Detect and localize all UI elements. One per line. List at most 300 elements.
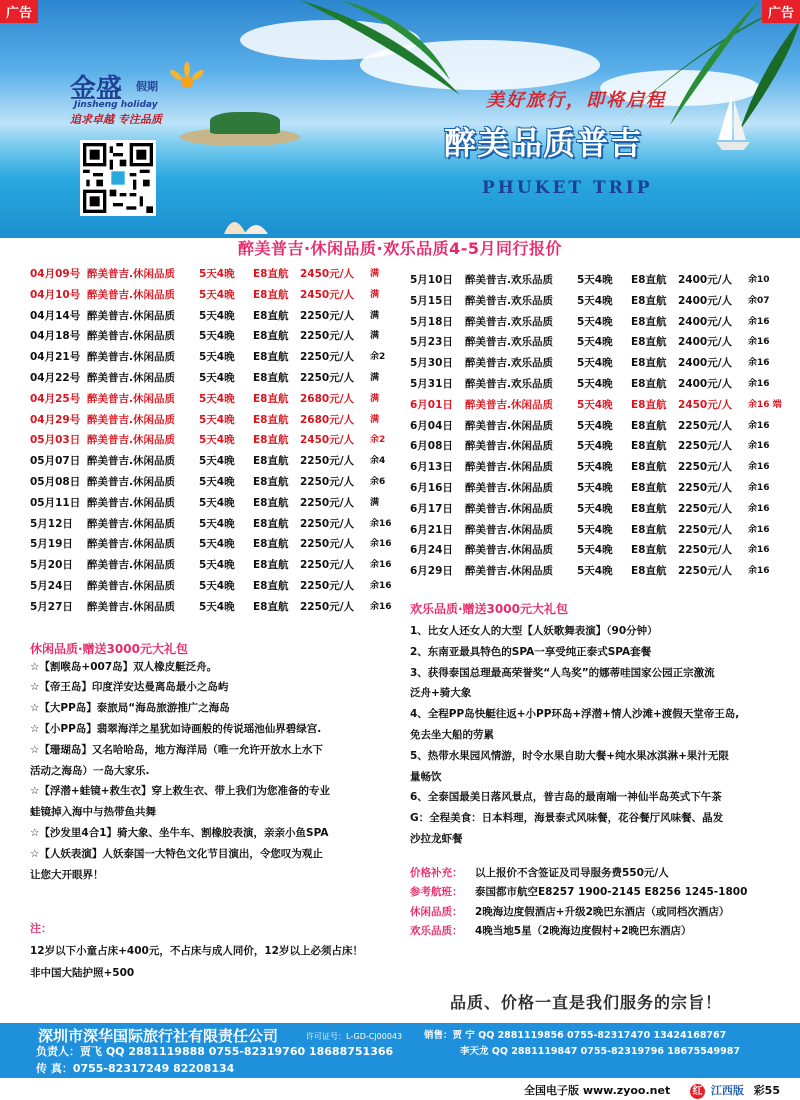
benefit-item: 蛙镜掉入海中与热带鱼共舞 bbox=[30, 806, 156, 819]
trip-name: 醉美普吉.欢乐品质 bbox=[465, 315, 553, 328]
trip-remaining: 满 bbox=[370, 331, 380, 342]
benefit-item: 4、全程PP岛快艇往返+小PP环岛+浮潜+情人沙滩+渡假天堂帝王岛, bbox=[410, 708, 740, 721]
trip-name: 醉美普吉.休闲品质 bbox=[87, 455, 175, 468]
trip-days: 5天4晚 bbox=[199, 600, 235, 613]
trip-remaining: 余2 bbox=[370, 435, 386, 446]
trip-row bbox=[410, 561, 785, 582]
trip-price: 2450元/人 bbox=[300, 268, 355, 280]
trip-row bbox=[410, 270, 785, 291]
trip-remaining: 余16 bbox=[370, 601, 392, 612]
trip-row bbox=[30, 576, 402, 597]
trip-days: 5天4晚 bbox=[199, 475, 235, 488]
trip-remaining: 余16 bbox=[748, 378, 770, 389]
trip-flight: E8直航 bbox=[631, 377, 667, 390]
benefit-item: 让您大开眼界！ bbox=[30, 868, 104, 881]
right-trip-list bbox=[410, 270, 785, 582]
trip-price: 2400元/人 bbox=[678, 336, 733, 349]
trip-row bbox=[30, 285, 402, 306]
trip-name: 醉美普吉.休闲品质 bbox=[87, 434, 175, 447]
trip-date: 5月27日 bbox=[30, 600, 73, 613]
trip-name: 醉美普吉.休闲品质 bbox=[87, 579, 175, 592]
trip-name: 醉美普吉.休闲品质 bbox=[87, 330, 175, 343]
trip-flight: E8直航 bbox=[253, 434, 289, 447]
trip-flight: E8直航 bbox=[631, 502, 667, 515]
trip-price: 2450元/人 bbox=[678, 398, 733, 411]
trip-date: 5月10日 bbox=[410, 274, 453, 286]
hero-main-title: 醉美品质普吉 bbox=[444, 124, 643, 162]
trip-date: 6月21日 bbox=[410, 523, 453, 536]
trip-date: 05月11日 bbox=[30, 496, 81, 509]
trip-row bbox=[410, 312, 785, 333]
contact-line: 负责人：贾飞 QQ 2881119888 0755-82319760 18688751366 bbox=[36, 1045, 394, 1058]
company-name: 深圳市深华国际旅行社有限责任公司 bbox=[38, 1027, 279, 1045]
trip-remaining: 余4 bbox=[370, 456, 386, 467]
trip-date: 05月03日 bbox=[30, 434, 81, 447]
trip-price: 2680元/人 bbox=[300, 413, 355, 426]
trip-name: 醉美普吉.休闲品质 bbox=[87, 351, 175, 364]
trip-name: 醉美普吉.休闲品质 bbox=[87, 371, 175, 384]
trip-remaining: 满 bbox=[370, 414, 380, 425]
trip-remaining: 余16 bbox=[748, 524, 770, 535]
trip-days: 5天4晚 bbox=[199, 413, 235, 426]
benefit-item: ☆【人妖表演】人妖泰国一大特色文化节目演出，令您叹为观止 bbox=[30, 847, 323, 860]
trip-days: 5天4晚 bbox=[199, 371, 235, 384]
trip-date: 6月29日 bbox=[410, 565, 453, 578]
trip-flight: E8直航 bbox=[631, 440, 667, 453]
info-list bbox=[410, 864, 785, 942]
trip-row bbox=[410, 457, 785, 478]
trip-days: 5天4晚 bbox=[577, 315, 613, 328]
trip-date: 05月08日 bbox=[30, 475, 81, 488]
trip-price: 2250元/人 bbox=[300, 475, 355, 488]
trip-price: 2250元/人 bbox=[678, 565, 733, 578]
trip-price: 2250元/人 bbox=[678, 544, 733, 557]
info-text: 4晚当地5星（2晚海边度假村+2晚巴东酒店） bbox=[475, 925, 692, 938]
notes-title: 注： bbox=[30, 922, 52, 935]
trip-remaining: 余16 bbox=[748, 337, 770, 348]
page-number: 彩55 bbox=[753, 1084, 780, 1097]
trip-flight: E8直航 bbox=[631, 398, 667, 411]
seashell-icon bbox=[220, 210, 270, 236]
trip-price: 2400元/人 bbox=[678, 315, 733, 328]
trip-flight: E8直航 bbox=[631, 523, 667, 536]
trip-name: 醉美普吉.休闲品质 bbox=[87, 475, 175, 488]
trip-days: 5天4晚 bbox=[577, 357, 613, 370]
trip-flight: E8直航 bbox=[253, 559, 289, 572]
trip-name: 醉美普吉.休闲品质 bbox=[87, 288, 175, 301]
trip-price: 2250元/人 bbox=[300, 309, 355, 322]
trip-flight: E8直航 bbox=[253, 371, 289, 384]
benefit-item: 活动之海岛）一岛大家乐. bbox=[30, 764, 150, 777]
trip-date: 04月14号 bbox=[30, 309, 81, 322]
trip-flight: E8直航 bbox=[253, 351, 289, 364]
trip-remaining: 满 bbox=[370, 372, 380, 383]
trip-remaining: 余16 bbox=[370, 518, 392, 529]
trip-name: 醉美普吉.休闲品质 bbox=[87, 538, 175, 551]
trip-flight: E8直航 bbox=[253, 600, 289, 613]
trip-days: 5天4晚 bbox=[577, 398, 613, 411]
hero-banner bbox=[0, 0, 800, 238]
trip-days: 5天4晚 bbox=[577, 440, 613, 453]
trip-remaining: 余16 bbox=[748, 462, 770, 473]
trip-days: 5天4晚 bbox=[199, 559, 235, 572]
benefit-item: 6、全泰国最美日落风景点，普吉岛的最南端一神仙半岛英式下午茶 bbox=[410, 791, 722, 804]
trip-row bbox=[30, 368, 402, 389]
trip-days: 5天4晚 bbox=[199, 579, 235, 592]
trip-name: 醉美普吉.休闲品质 bbox=[87, 413, 175, 426]
benefit-item: 量畅饮 bbox=[410, 770, 442, 783]
trip-flight: E8直航 bbox=[631, 544, 667, 557]
trip-remaining: 余16 bbox=[748, 566, 770, 577]
trip-row bbox=[30, 472, 402, 493]
trip-date: 04月21号 bbox=[30, 351, 81, 364]
trip-row bbox=[30, 306, 402, 327]
trip-days: 5天4晚 bbox=[199, 496, 235, 509]
trip-date: 5月23日 bbox=[410, 336, 453, 349]
benefit-item: 泛舟+骑大象 bbox=[410, 687, 472, 700]
info-text: 以上报价不含签证及司导服务费550元/人 bbox=[475, 866, 669, 879]
edition-label: 江西版 bbox=[710, 1084, 744, 1097]
trip-price: 2250元/人 bbox=[300, 579, 355, 592]
trip-price: 2250元/人 bbox=[678, 440, 733, 453]
trip-price: 2250元/人 bbox=[300, 538, 355, 551]
price-subtitle: 醉美普吉·休闲品质·欢乐品质4-5月同行报价 bbox=[237, 239, 563, 258]
trip-flight: E8直航 bbox=[631, 419, 667, 432]
trip-name: 醉美普吉.休闲品质 bbox=[465, 565, 553, 578]
trip-price: 2250元/人 bbox=[678, 419, 733, 432]
trip-row bbox=[410, 395, 785, 416]
benefit-item: 沙拉龙虾餐 bbox=[410, 832, 463, 845]
trip-days: 5天4晚 bbox=[577, 336, 613, 349]
trip-flight: E8直航 bbox=[631, 274, 667, 286]
info-label: 休闲品质： bbox=[410, 905, 463, 918]
trip-price: 2250元/人 bbox=[678, 502, 733, 515]
trip-flight: E8直航 bbox=[631, 357, 667, 370]
trip-flight: E8直航 bbox=[253, 455, 289, 468]
trip-remaining: 余16 bbox=[748, 545, 770, 556]
hero-script-title: 美好旅行，即将启程 bbox=[486, 90, 666, 111]
trip-date: 04月10号 bbox=[30, 288, 81, 301]
benefit-item: 3、获得泰国总理最高荣誉奖“人鸟奖”的娜蒂哇国家公园正宗激流 bbox=[410, 666, 715, 679]
trip-flight: E8直航 bbox=[253, 330, 289, 343]
trip-row bbox=[30, 347, 402, 368]
trip-days: 5天4晚 bbox=[577, 481, 613, 494]
trip-row bbox=[410, 436, 785, 457]
trip-date: 5月31日 bbox=[410, 377, 453, 390]
trip-date: 5月15日 bbox=[410, 294, 453, 307]
sales-line-1: 销售：贾 宁 QQ 2881119856 0755-82317470 13424168767 bbox=[424, 1030, 727, 1041]
trip-row bbox=[30, 326, 402, 347]
trip-price: 2250元/人 bbox=[300, 351, 355, 364]
info-text: 泰国都市航空E8257 1900-2145 E8256 1245-1800 bbox=[475, 886, 748, 899]
trip-price: 2400元/人 bbox=[678, 274, 733, 286]
trip-flight: E8直航 bbox=[253, 579, 289, 592]
trip-name: 醉美普吉.休闲品质 bbox=[87, 309, 175, 322]
trip-price: 2250元/人 bbox=[300, 496, 355, 509]
trip-flight: E8直航 bbox=[253, 268, 289, 280]
trip-days: 5天4晚 bbox=[199, 392, 235, 405]
benefit-item: ☆【沙发里4合1】骑大象、坐牛车、割橡胶表演，亲亲小鱼SPA bbox=[30, 826, 329, 839]
trip-date: 5月18日 bbox=[410, 315, 453, 328]
benefit-item: 5、热带水果园风情游，时令水果自助大餐+纯水果冰淇淋+果汁无限 bbox=[410, 749, 729, 762]
trip-price: 2250元/人 bbox=[300, 371, 355, 384]
trip-flight: E8直航 bbox=[253, 288, 289, 301]
trip-remaining: 余16 bbox=[748, 358, 770, 369]
trip-flight: E8直航 bbox=[253, 496, 289, 509]
trip-days: 5天4晚 bbox=[199, 455, 235, 468]
trip-days: 5天4晚 bbox=[199, 288, 235, 301]
trip-remaining: 满 bbox=[370, 310, 380, 321]
trip-date: 6月04日 bbox=[410, 419, 453, 432]
trip-date: 04月29号 bbox=[30, 413, 81, 426]
red-badge: 红 bbox=[690, 1084, 705, 1099]
trip-date: 6月01日 bbox=[410, 398, 453, 411]
trip-name: 醉美普吉.休闲品质 bbox=[87, 559, 175, 572]
sailboat-icon bbox=[716, 92, 750, 152]
trip-flight: E8直航 bbox=[253, 538, 289, 551]
trip-price: 2250元/人 bbox=[678, 481, 733, 494]
sales-line-2: 李天龙 QQ 2881119847 0755-82319796 18675549987 bbox=[460, 1046, 740, 1057]
trip-days: 5天4晚 bbox=[577, 274, 613, 286]
footer-bar bbox=[0, 1023, 800, 1078]
trip-date: 6月24日 bbox=[410, 544, 453, 557]
benefit-item: ☆【小PP岛】翡翠海洋之星犹如诗画般的传说瑶池仙界碧绿宫. bbox=[30, 722, 322, 735]
trip-date: 6月17日 bbox=[410, 502, 453, 515]
trip-date: 5月20日 bbox=[30, 559, 73, 572]
trip-date: 04月22号 bbox=[30, 371, 81, 384]
trip-date: 04月18号 bbox=[30, 330, 81, 343]
info-line bbox=[410, 864, 785, 884]
trip-date: 5月24日 bbox=[30, 579, 73, 592]
site-url: 全国电子版 www.zyoo.net bbox=[524, 1084, 671, 1097]
trip-row bbox=[30, 389, 402, 410]
benefit-item: 2、东南亚最具特色的SPA一享受纯正泰式SPA套餐 bbox=[410, 645, 652, 658]
bottom-bar bbox=[0, 1078, 800, 1100]
info-label: 参考航班： bbox=[410, 886, 463, 899]
trip-row bbox=[30, 555, 402, 576]
trip-row bbox=[30, 430, 402, 451]
note-line: 12岁以下小童占床+400元，不占床与成人同价，12岁以上必须占床！ bbox=[30, 945, 363, 957]
trip-remaining: 余10 bbox=[748, 275, 770, 285]
trip-row bbox=[410, 540, 785, 561]
trip-name: 醉美普吉.休闲品质 bbox=[465, 461, 553, 474]
joy-title: 欢乐品质·赠送3000元大礼包 bbox=[410, 601, 568, 616]
note-line: 非中国大陆护照+500 bbox=[30, 967, 135, 979]
trip-price: 2250元/人 bbox=[300, 455, 355, 468]
trip-name: 醉美普吉.休闲品质 bbox=[87, 268, 175, 280]
trip-name: 醉美普吉.欢乐品质 bbox=[465, 377, 553, 390]
trip-days: 5天4晚 bbox=[577, 294, 613, 307]
left-column bbox=[30, 264, 402, 885]
joy-benefit-list bbox=[410, 621, 785, 850]
trip-days: 5天4晚 bbox=[577, 461, 613, 474]
license-number: 许可证号：L-GD-CJ00043 bbox=[306, 1032, 403, 1041]
leisure-benefit-list bbox=[30, 657, 402, 886]
trip-days: 5天4晚 bbox=[199, 330, 235, 343]
trip-remaining: 余07 bbox=[748, 295, 770, 306]
trip-name: 醉美普吉.休闲品质 bbox=[87, 600, 175, 613]
trip-price: 2250元/人 bbox=[300, 559, 355, 572]
trip-date: 6月13日 bbox=[410, 461, 453, 474]
trip-row bbox=[410, 291, 785, 312]
island-trees bbox=[210, 112, 280, 134]
trip-name: 醉美普吉.休闲品质 bbox=[465, 440, 553, 453]
trip-date: 05月07日 bbox=[30, 455, 81, 468]
trip-remaining: 余16 bbox=[748, 482, 770, 493]
trip-flight: E8直航 bbox=[253, 309, 289, 322]
trip-flight: E8直航 bbox=[253, 475, 289, 488]
trip-price: 2400元/人 bbox=[678, 357, 733, 370]
benefit-item: ☆【帝王岛】印度洋安达曼离岛最小之岛屿 bbox=[30, 681, 229, 694]
trip-days: 5天4晚 bbox=[199, 434, 235, 447]
trip-row bbox=[410, 353, 785, 374]
trip-flight: E8直航 bbox=[253, 413, 289, 426]
trip-row bbox=[410, 416, 785, 437]
trip-remaining: 余16 bbox=[370, 539, 392, 550]
trip-days: 5天4晚 bbox=[199, 309, 235, 322]
trip-name: 醉美普吉.休闲品质 bbox=[465, 398, 553, 411]
trip-name: 醉美普吉.休闲品质 bbox=[465, 502, 553, 515]
trip-row bbox=[410, 374, 785, 395]
trip-days: 5天4晚 bbox=[577, 544, 613, 557]
info-line bbox=[410, 883, 785, 903]
trip-row bbox=[30, 597, 402, 618]
brand-name-en: Jinsheng holiday bbox=[74, 100, 158, 110]
trip-name: 醉美普吉.休闲品质 bbox=[87, 517, 175, 530]
trip-remaining: 余6 bbox=[370, 476, 386, 487]
trip-price: 2400元/人 bbox=[678, 294, 733, 307]
trip-flight: E8直航 bbox=[631, 336, 667, 349]
trip-days: 5天4晚 bbox=[577, 419, 613, 432]
trip-date: 5月30日 bbox=[410, 357, 453, 370]
trip-price: 2400元/人 bbox=[678, 377, 733, 390]
benefit-item: ☆【珊瑚岛】又名哈哈岛，地方海洋局（唯一允许开放水上水下 bbox=[30, 743, 323, 756]
fax-line: 传 真：0755-82317249 82208134 bbox=[36, 1062, 235, 1075]
info-text: 2晚海边度假酒店+升级2晚巴东酒店（或同档次酒店） bbox=[475, 905, 730, 918]
trip-remaining: 余16 bbox=[748, 503, 770, 514]
left-trip-list bbox=[30, 264, 402, 618]
benefit-item: ☆【大PP岛】泰旅局“海岛旅游推广之海岛 bbox=[30, 702, 230, 715]
ad-label-left: 广告 bbox=[0, 0, 38, 23]
service-motto: 品质、价格一直是我们服务的宗旨！ bbox=[450, 993, 723, 1012]
trip-price: 2250元/人 bbox=[678, 461, 733, 474]
trip-price: 2250元/人 bbox=[300, 600, 355, 613]
trip-row bbox=[30, 410, 402, 431]
notes-section bbox=[30, 920, 410, 984]
trip-remaining: 余16 bbox=[748, 441, 770, 452]
trip-name: 醉美普吉.休闲品质 bbox=[465, 523, 553, 536]
trip-days: 5天4晚 bbox=[199, 517, 235, 530]
trip-row bbox=[410, 478, 785, 499]
trip-remaining: 余16 bbox=[370, 560, 392, 571]
benefit-item: 免去坐大船的劳累 bbox=[410, 728, 494, 741]
trip-name: 醉美普吉.欢乐品质 bbox=[465, 274, 553, 286]
hero-en-title: PHUKET TRIP bbox=[482, 178, 653, 198]
right-column bbox=[410, 270, 785, 942]
trip-date: 04月25号 bbox=[30, 392, 81, 405]
info-line bbox=[410, 903, 785, 923]
trip-days: 5天4晚 bbox=[199, 268, 235, 280]
trip-flight: E8直航 bbox=[631, 315, 667, 328]
page-edition bbox=[690, 1082, 780, 1099]
trip-name: 醉美普吉.休闲品质 bbox=[87, 392, 175, 405]
brand-slogan: 追求卓越 专注品质 bbox=[70, 113, 162, 126]
trip-flight: E8直航 bbox=[631, 294, 667, 307]
trip-price: 2680元/人 bbox=[300, 392, 355, 405]
benefit-item: ☆【割喉岛+007岛】双人橡皮艇泛舟。 bbox=[30, 660, 218, 673]
trip-remaining: 满 bbox=[370, 393, 380, 404]
trip-name: 醉美普吉.休闲品质 bbox=[465, 419, 553, 432]
qr-code-icon bbox=[83, 143, 153, 213]
trip-row bbox=[30, 264, 402, 285]
trip-remaining: 余2 bbox=[370, 352, 386, 363]
trip-date: 6月08日 bbox=[410, 440, 453, 453]
trip-days: 5天4晚 bbox=[199, 351, 235, 364]
benefit-item: ☆【浮潜+蛙镜+救生衣】穿上救生衣、带上我们为您准备的专业 bbox=[30, 785, 331, 798]
trip-remaining: 余16 端 bbox=[748, 399, 782, 410]
trip-price: 2250元/人 bbox=[300, 330, 355, 343]
info-label: 欢乐品质： bbox=[410, 925, 463, 938]
info-line bbox=[410, 922, 785, 942]
trip-days: 5天4晚 bbox=[577, 523, 613, 536]
trip-price: 2450元/人 bbox=[300, 434, 355, 447]
trip-flight: E8直航 bbox=[253, 517, 289, 530]
trip-date: 6月16日 bbox=[410, 481, 453, 494]
trip-row bbox=[30, 493, 402, 514]
trip-flight: E8直航 bbox=[631, 481, 667, 494]
trip-name: 醉美普吉.欢乐品质 bbox=[465, 294, 553, 307]
brand-name: 金盛 bbox=[70, 74, 123, 104]
trip-remaining: 余16 bbox=[748, 316, 770, 327]
trip-name: 醉美普吉.欢乐品质 bbox=[465, 336, 553, 349]
trip-price: 2250元/人 bbox=[300, 517, 355, 530]
sun-petal-icon bbox=[170, 62, 204, 92]
trip-flight: E8直航 bbox=[631, 461, 667, 474]
trip-name: 醉美普吉.休闲品质 bbox=[87, 496, 175, 509]
trip-remaining: 满 bbox=[370, 289, 380, 300]
trip-remaining: 余16 bbox=[370, 580, 392, 591]
trip-days: 5天4晚 bbox=[577, 502, 613, 515]
palm-leaves-icon bbox=[300, 0, 470, 100]
trip-remaining: 满 bbox=[370, 269, 380, 279]
trip-price: 2250元/人 bbox=[678, 523, 733, 536]
info-label: 价格补充： bbox=[410, 866, 463, 879]
trip-days: 5天4晚 bbox=[199, 538, 235, 551]
trip-row bbox=[30, 514, 402, 535]
trip-date: 5月19日 bbox=[30, 538, 73, 551]
qr-code bbox=[80, 140, 156, 216]
ad-label-right: 广告 bbox=[762, 0, 800, 23]
trip-remaining: 余16 bbox=[748, 420, 770, 431]
brand-name-suffix: 假期 bbox=[136, 80, 158, 93]
benefit-item: G：全程美食：日本料理，海景泰式风味餐，花谷餐厅风味餐、晶发 bbox=[410, 812, 724, 825]
trip-name: 醉美普吉.休闲品质 bbox=[465, 481, 553, 494]
trip-flight: E8直航 bbox=[631, 565, 667, 578]
trip-row bbox=[410, 499, 785, 520]
trip-flight: E8直航 bbox=[253, 392, 289, 405]
trip-date: 5月12日 bbox=[30, 517, 73, 530]
trip-row bbox=[410, 520, 785, 541]
trip-row bbox=[30, 451, 402, 472]
trip-name: 醉美普吉.欢乐品质 bbox=[465, 357, 553, 370]
trip-row bbox=[410, 332, 785, 353]
trip-days: 5天4晚 bbox=[577, 565, 613, 578]
trip-remaining: 满 bbox=[370, 497, 380, 508]
trip-days: 5天4晚 bbox=[577, 377, 613, 390]
benefit-item: 1、比女人还女人的大型【人妖歌舞表演】（90分钟） bbox=[410, 624, 658, 637]
trip-name: 醉美普吉.休闲品质 bbox=[465, 544, 553, 557]
trip-price: 2450元/人 bbox=[300, 288, 355, 301]
